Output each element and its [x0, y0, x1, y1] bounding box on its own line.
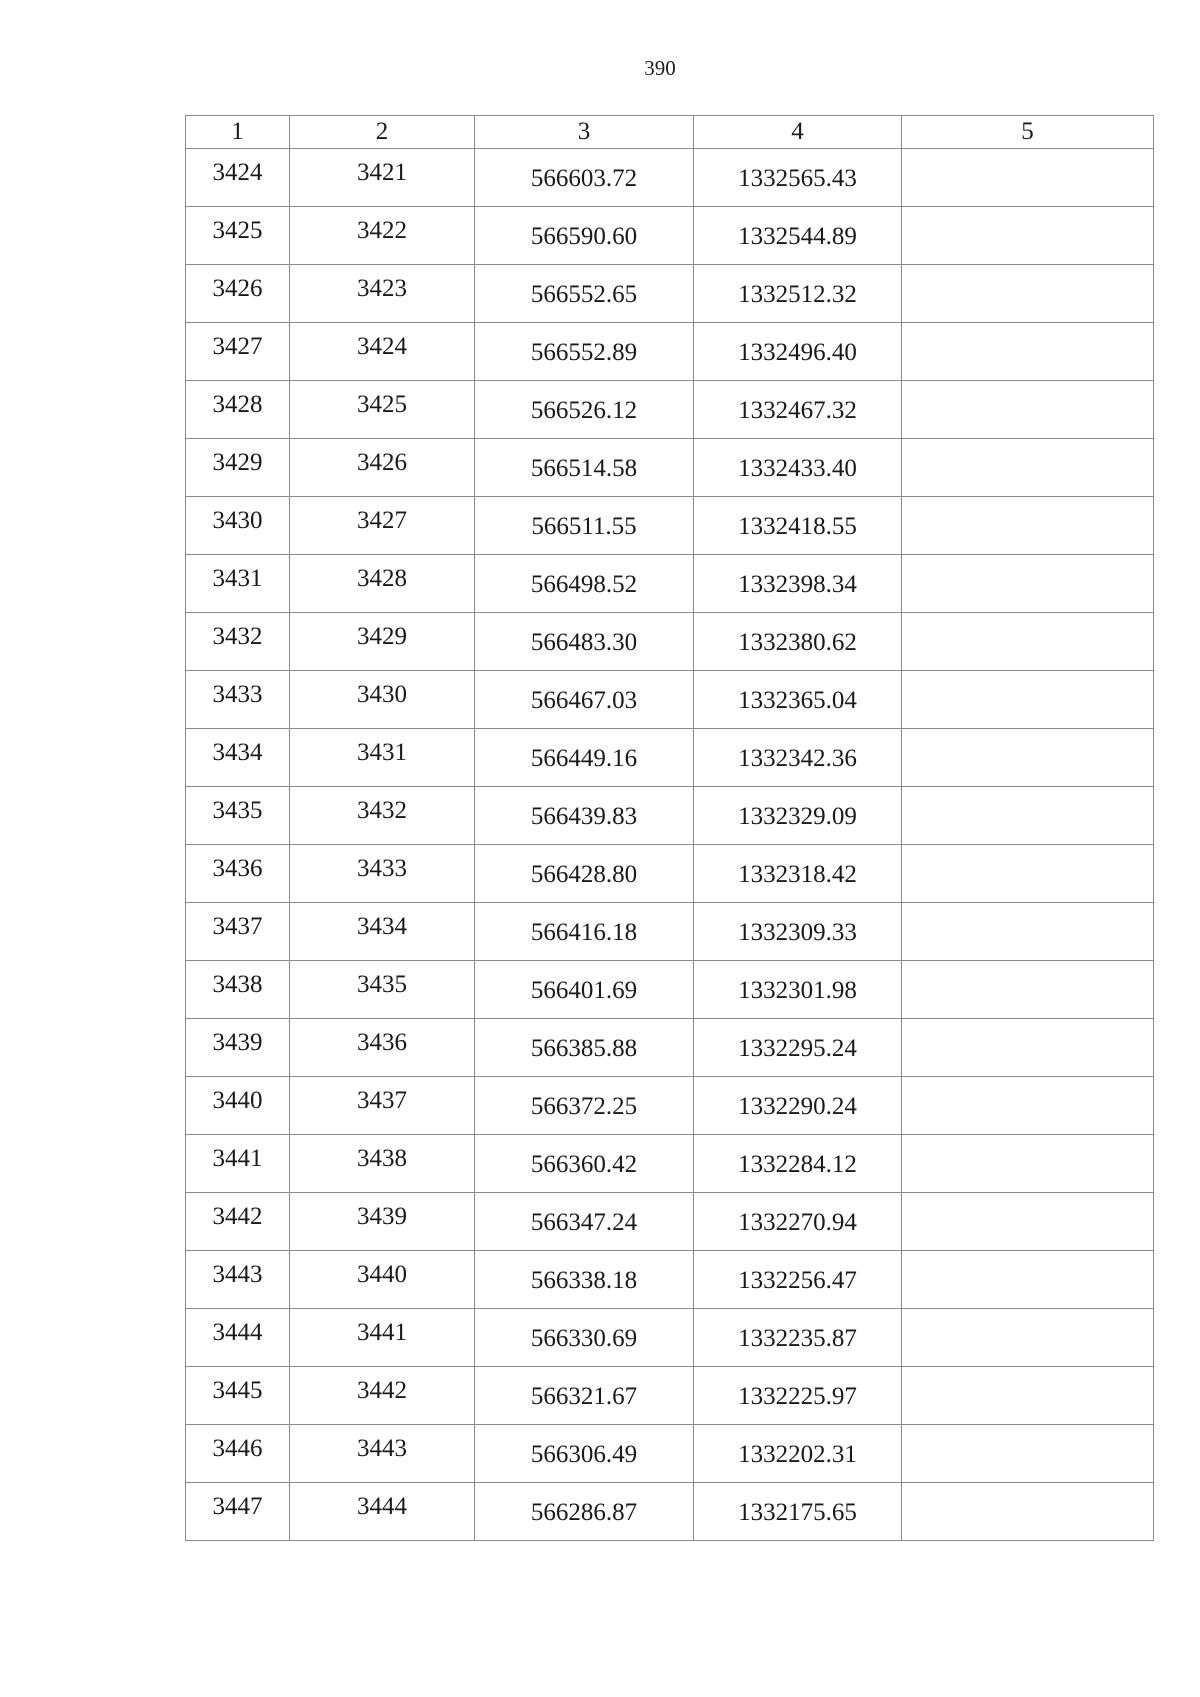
cell-x-coordinate: 566590.60	[475, 207, 694, 265]
cell-note	[902, 1425, 1154, 1483]
cell-y-coordinate: 1332318.42	[694, 845, 902, 903]
cell-note	[902, 1251, 1154, 1309]
cell-point-number: 3446	[186, 1425, 290, 1483]
cell-x-coordinate: 566514.58	[475, 439, 694, 497]
cell-previous-point: 3434	[290, 903, 475, 961]
cell-note	[902, 1077, 1154, 1135]
table-body	[186, 149, 1154, 1541]
table-row	[186, 1309, 1154, 1367]
cell-y-coordinate: 1332270.94	[694, 1193, 902, 1251]
table-row	[186, 1077, 1154, 1135]
cell-note	[902, 1135, 1154, 1193]
cell-note	[902, 439, 1154, 497]
cell-point-number: 3429	[186, 439, 290, 497]
column-header: 3	[475, 116, 694, 149]
cell-y-coordinate: 1332365.04	[694, 671, 902, 729]
cell-y-coordinate: 1332329.09	[694, 787, 902, 845]
cell-x-coordinate: 566330.69	[475, 1309, 694, 1367]
cell-y-coordinate: 1332284.12	[694, 1135, 902, 1193]
cell-point-number: 3430	[186, 497, 290, 555]
cell-y-coordinate: 1332202.31	[694, 1425, 902, 1483]
cell-y-coordinate: 1332235.87	[694, 1309, 902, 1367]
cell-note	[902, 555, 1154, 613]
cell-point-number: 3447	[186, 1483, 290, 1541]
cell-previous-point: 3433	[290, 845, 475, 903]
header-row	[186, 116, 1154, 149]
table-row	[186, 1425, 1154, 1483]
table-row	[186, 613, 1154, 671]
cell-x-coordinate: 566306.49	[475, 1425, 694, 1483]
cell-x-coordinate: 566439.83	[475, 787, 694, 845]
cell-previous-point: 3428	[290, 555, 475, 613]
cell-y-coordinate: 1332512.32	[694, 265, 902, 323]
cell-y-coordinate: 1332225.97	[694, 1367, 902, 1425]
cell-previous-point: 3435	[290, 961, 475, 1019]
cell-point-number: 3425	[186, 207, 290, 265]
cell-y-coordinate: 1332544.89	[694, 207, 902, 265]
cell-point-number: 3443	[186, 1251, 290, 1309]
cell-point-number: 3433	[186, 671, 290, 729]
cell-note	[902, 729, 1154, 787]
cell-x-coordinate: 566526.12	[475, 381, 694, 439]
column-header: 2	[290, 116, 475, 149]
cell-point-number: 3437	[186, 903, 290, 961]
cell-previous-point: 3421	[290, 149, 475, 207]
cell-previous-point: 3427	[290, 497, 475, 555]
cell-x-coordinate: 566552.65	[475, 265, 694, 323]
cell-x-coordinate: 566372.25	[475, 1077, 694, 1135]
table-row	[186, 787, 1154, 845]
table-row	[186, 323, 1154, 381]
table-row	[186, 729, 1154, 787]
cell-point-number: 3426	[186, 265, 290, 323]
cell-previous-point: 3423	[290, 265, 475, 323]
cell-point-number: 3442	[186, 1193, 290, 1251]
cell-note	[902, 1019, 1154, 1077]
coordinates-table	[185, 115, 1154, 1541]
cell-point-number: 3445	[186, 1367, 290, 1425]
cell-x-coordinate: 566338.18	[475, 1251, 694, 1309]
table-row	[186, 381, 1154, 439]
cell-note	[902, 497, 1154, 555]
cell-x-coordinate: 566467.03	[475, 671, 694, 729]
cell-y-coordinate: 1332256.47	[694, 1251, 902, 1309]
cell-x-coordinate: 566416.18	[475, 903, 694, 961]
cell-y-coordinate: 1332496.40	[694, 323, 902, 381]
cell-previous-point: 3437	[290, 1077, 475, 1135]
cell-point-number: 3441	[186, 1135, 290, 1193]
table-row	[186, 845, 1154, 903]
cell-x-coordinate: 566286.87	[475, 1483, 694, 1541]
table-row	[186, 1367, 1154, 1425]
column-header: 4	[694, 116, 902, 149]
cell-x-coordinate: 566552.89	[475, 323, 694, 381]
cell-point-number: 3440	[186, 1077, 290, 1135]
table-row	[186, 497, 1154, 555]
cell-x-coordinate: 566603.72	[475, 149, 694, 207]
cell-y-coordinate: 1332342.36	[694, 729, 902, 787]
table-row	[186, 149, 1154, 207]
cell-y-coordinate: 1332295.24	[694, 1019, 902, 1077]
cell-note	[902, 323, 1154, 381]
table-row	[186, 265, 1154, 323]
cell-previous-point: 3426	[290, 439, 475, 497]
cell-x-coordinate: 566385.88	[475, 1019, 694, 1077]
cell-y-coordinate: 1332290.24	[694, 1077, 902, 1135]
cell-note	[902, 671, 1154, 729]
cell-previous-point: 3424	[290, 323, 475, 381]
cell-previous-point: 3429	[290, 613, 475, 671]
cell-point-number: 3439	[186, 1019, 290, 1077]
cell-point-number: 3444	[186, 1309, 290, 1367]
cell-point-number: 3432	[186, 613, 290, 671]
cell-x-coordinate: 566511.55	[475, 497, 694, 555]
cell-note	[902, 1309, 1154, 1367]
table-row	[186, 1193, 1154, 1251]
cell-point-number: 3424	[186, 149, 290, 207]
cell-y-coordinate: 1332309.33	[694, 903, 902, 961]
table-row	[186, 207, 1154, 265]
cell-point-number: 3434	[186, 729, 290, 787]
cell-y-coordinate: 1332565.43	[694, 149, 902, 207]
cell-x-coordinate: 566428.80	[475, 845, 694, 903]
table-row	[186, 1019, 1154, 1077]
page-number: 390	[644, 56, 676, 80]
table-row	[186, 555, 1154, 613]
cell-note	[902, 149, 1154, 207]
cell-x-coordinate: 566449.16	[475, 729, 694, 787]
table-row	[186, 1251, 1154, 1309]
cell-y-coordinate: 1332301.98	[694, 961, 902, 1019]
cell-x-coordinate: 566483.30	[475, 613, 694, 671]
cell-previous-point: 3438	[290, 1135, 475, 1193]
table-row	[186, 1483, 1154, 1541]
cell-note	[902, 265, 1154, 323]
cell-previous-point: 3422	[290, 207, 475, 265]
cell-previous-point: 3439	[290, 1193, 475, 1251]
cell-y-coordinate: 1332175.65	[694, 1483, 902, 1541]
cell-y-coordinate: 1332418.55	[694, 497, 902, 555]
cell-previous-point: 3441	[290, 1309, 475, 1367]
cell-previous-point: 3443	[290, 1425, 475, 1483]
cell-point-number: 3427	[186, 323, 290, 381]
cell-note	[902, 207, 1154, 265]
cell-x-coordinate: 566401.69	[475, 961, 694, 1019]
cell-previous-point: 3444	[290, 1483, 475, 1541]
cell-note	[902, 787, 1154, 845]
table-row	[186, 1135, 1154, 1193]
cell-x-coordinate: 566498.52	[475, 555, 694, 613]
table-row	[186, 439, 1154, 497]
cell-point-number: 3435	[186, 787, 290, 845]
cell-note	[902, 613, 1154, 671]
table-row	[186, 961, 1154, 1019]
cell-previous-point: 3425	[290, 381, 475, 439]
cell-y-coordinate: 1332398.34	[694, 555, 902, 613]
cell-note	[902, 1483, 1154, 1541]
cell-previous-point: 3436	[290, 1019, 475, 1077]
table-header	[186, 116, 1154, 149]
cell-previous-point: 3442	[290, 1367, 475, 1425]
table-row	[186, 671, 1154, 729]
cell-note	[902, 903, 1154, 961]
cell-previous-point: 3431	[290, 729, 475, 787]
cell-point-number: 3438	[186, 961, 290, 1019]
cell-y-coordinate: 1332380.62	[694, 613, 902, 671]
cell-previous-point: 3440	[290, 1251, 475, 1309]
table-row	[186, 903, 1154, 961]
cell-x-coordinate: 566321.67	[475, 1367, 694, 1425]
cell-note	[902, 845, 1154, 903]
column-header: 1	[186, 116, 290, 149]
cell-point-number: 3431	[186, 555, 290, 613]
cell-note	[902, 961, 1154, 1019]
cell-previous-point: 3430	[290, 671, 475, 729]
cell-y-coordinate: 1332467.32	[694, 381, 902, 439]
cell-point-number: 3428	[186, 381, 290, 439]
cell-x-coordinate: 566347.24	[475, 1193, 694, 1251]
cell-point-number: 3436	[186, 845, 290, 903]
cell-note	[902, 381, 1154, 439]
cell-y-coordinate: 1332433.40	[694, 439, 902, 497]
column-header: 5	[902, 116, 1154, 149]
cell-note	[902, 1193, 1154, 1251]
cell-previous-point: 3432	[290, 787, 475, 845]
cell-x-coordinate: 566360.42	[475, 1135, 694, 1193]
cell-note	[902, 1367, 1154, 1425]
